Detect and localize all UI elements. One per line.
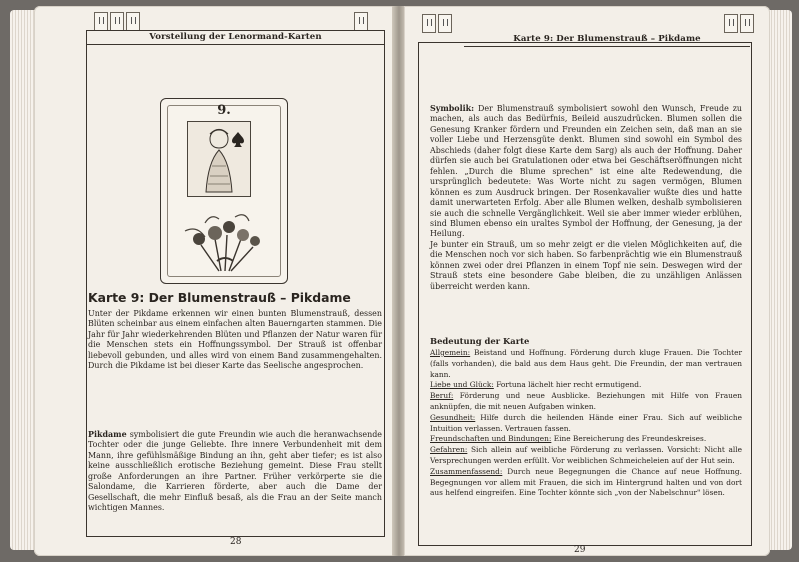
meanings-list: [430, 348, 742, 499]
mini-card-icon: [422, 14, 436, 33]
mini-card-icon: [94, 12, 108, 31]
running-header: Vorstellung der Lenormand-Karten: [86, 30, 385, 45]
pikdame-lead: Pikdame: [88, 430, 127, 439]
mini-card-icon: [354, 12, 368, 31]
header-ornament-cards: [94, 12, 140, 31]
meaning-label: Freundschaften und Bindungen:: [430, 434, 552, 444]
header-ornament-cards: [724, 14, 754, 33]
card-title: Karte 9: Der Blumenstrauß – Pikdame: [88, 290, 351, 305]
queen-figure-icon: [188, 122, 250, 196]
meaning-item: [430, 348, 742, 380]
meaning-label: Allgemein:: [430, 348, 471, 357]
meaning-text: Förderung und neue Ausblicke. Beziehungen mit Hilfe von Frauen anknüpfen, die mit neuen Aufgaben winken.: [430, 391, 742, 411]
pikdame-text: symbolisiert die gute Freundin wie auch die heranwachsende Tochter oder die junge Geliebte. Ihre innere Verbundenheit mit dem Mann, ihre gefühlsmäßige Bindung an ihn, geht aber tiefer; es ist also keine ausschließlich erotische Beziehung gemeint. Diese Frau stellt große Anforderungen an ihre Partner. Früher verkörperte sie die Salondame, die Karrieren förderte, aber auch die Dame der Gesellschaft, die mehr Einfluß besaß, als die Frau an der Seite manch wichtigen Mannes.: [88, 430, 382, 513]
meaning-item: [430, 445, 742, 467]
section-title: Bedeutung der Karte: [430, 336, 530, 346]
meaning-text: Sich allein auf weibliche Förderung zu verlassen. Vorsicht: Nicht alle Versprechungen werden erfüllt. Vor weiblichen Schmeicheleien auf der Hut sein.: [430, 445, 742, 465]
pikdame-paragraph: [88, 430, 382, 514]
mini-card-icon: [724, 14, 738, 33]
page-number: 28: [230, 537, 242, 547]
meaning-text: Durch neue Begegnungen die Chance auf neue Hoffnung. Begegnungen vor allem mit Frauen, die sich im Hintergrund halten und von dort aus helfend eingreifen. Eine Tochter könnte sich „von der Nabelschnur" lösen.: [430, 466, 742, 498]
symbolik-text-2: Je bunter ein Strauß, um so mehr zeigt er die vielen Möglichkeiten auf, die die Menschen noch vor sich haben. So farbenprächtig wie ein Blumenstrauß können zwei oder drei Pflanzen in einem Topf nie sein. Deswegen wird der Strauß stets eine besondere Gabe bleiben, die zu unzähligen Anlässen überreicht werden kann.: [430, 239, 742, 291]
symbolik-text: Der Blumenstrauß symbolisiert sowohl den Wunsch, Freude zu machen, als auch das Bedürfnis, Beileid auszudrücken. Blumen sollen die Genesung Kranker fördern und Freunden ein Zeichen sein, daß man an sie voller Liebe und Herzensgüte denkt. Blumen sind sowohl ein Symbol des Abschieds (daher folgt diese Karte dem Sarg) als auch der Hoffnung. Daher dürfen sie auch bei Gratulationen oder etwa bei Geschäftseröffnungen nicht fehlen. „Durch die Blume sprechen" ist eine alte Redewendung, die ursprünglich bedeutete: Was Worte nicht zu sagen vermögen, Blumen können es zum Ausdruck bringen. Der Rosenkavalier wußte dies und hatte damit unerwarteten Erfolg. Aber alle Blumen welken, deshalb symbolisieren sie auch die schnelle Vergänglichkeit. Weil sie aber immer wieder erblühen, sind Blumen ebenso ein uraltes Symbol der Hoffnung, der Genesung, ja der Heilung.: [430, 104, 742, 239]
meaning-text: Eine Bereicherung des Freundeskreises.: [551, 434, 707, 444]
mini-card-icon: [438, 14, 452, 33]
running-header: Karte 9: Der Blumenstrauß – Pikdame: [464, 32, 750, 47]
page-edges-right: [768, 10, 792, 550]
mini-card-icon: [126, 12, 140, 31]
meaning-text: Fortuna lächelt hier recht ermutigend.: [493, 380, 642, 390]
meaning-item: [430, 380, 742, 391]
right-page: [404, 6, 770, 556]
meaning-item: [430, 434, 742, 445]
intro-paragraph: Unter der Pikdame erkennen wir einen bunten Blumenstrauß, dessen Blüten scheinbar aus einem einfachen alten Bauerngarten stammen. Die Jahr für Jahr wiederkehrenden Blüten und Pflanzen der Natur waren für die Menschen stets ein Hoffnungssymbol. Der Strauß ist offenbar liebevoll gebunden, und alles wird von einem Band zusammengehalten. Durch die Pikdame ist bei dieser Karte das Seelische angesprochen.: [88, 309, 382, 371]
page-edges-left: [10, 10, 36, 550]
meaning-item: [430, 391, 742, 413]
meaning-text: Beistand und Hoffnung. Förderung durch kluge Frauen. Die Tochter (falls vorhanden), die bald aus dem Haus geht. Die Freundin, der man vertrauen kann.: [430, 348, 742, 379]
meaning-label: Zusammenfassend:: [430, 466, 503, 476]
meaning-item: [430, 413, 742, 435]
meaning-label: Gefahren:: [430, 445, 468, 455]
mini-card-icon: [110, 12, 124, 31]
meaning-label: Liebe und Glück:: [430, 380, 494, 390]
page-number: 29: [574, 545, 586, 555]
header-ornament-cards: [354, 12, 368, 31]
meaning-text: Hilfe durch die heilenden Hände einer Frau. Sich auf weibliche Intuition verlassen. Vertrauen fassen.: [430, 412, 742, 433]
mini-card-icon: [740, 14, 754, 33]
symbolik-paragraph: [430, 104, 742, 292]
flower-bouquet-icon: [175, 209, 271, 273]
symbolik-lead: Symbolik:: [430, 104, 475, 113]
bouquet-image: [175, 209, 271, 277]
left-page: [34, 6, 394, 556]
queen-of-spades-image: [187, 121, 251, 197]
card-number: 9.: [217, 103, 231, 118]
meaning-item: [430, 467, 742, 499]
meaning-label: Beruf:: [430, 391, 454, 401]
header-ornament-cards: [422, 14, 452, 33]
lenormand-card-illustration: [160, 98, 288, 284]
meaning-label: Gesundheit:: [430, 412, 476, 422]
